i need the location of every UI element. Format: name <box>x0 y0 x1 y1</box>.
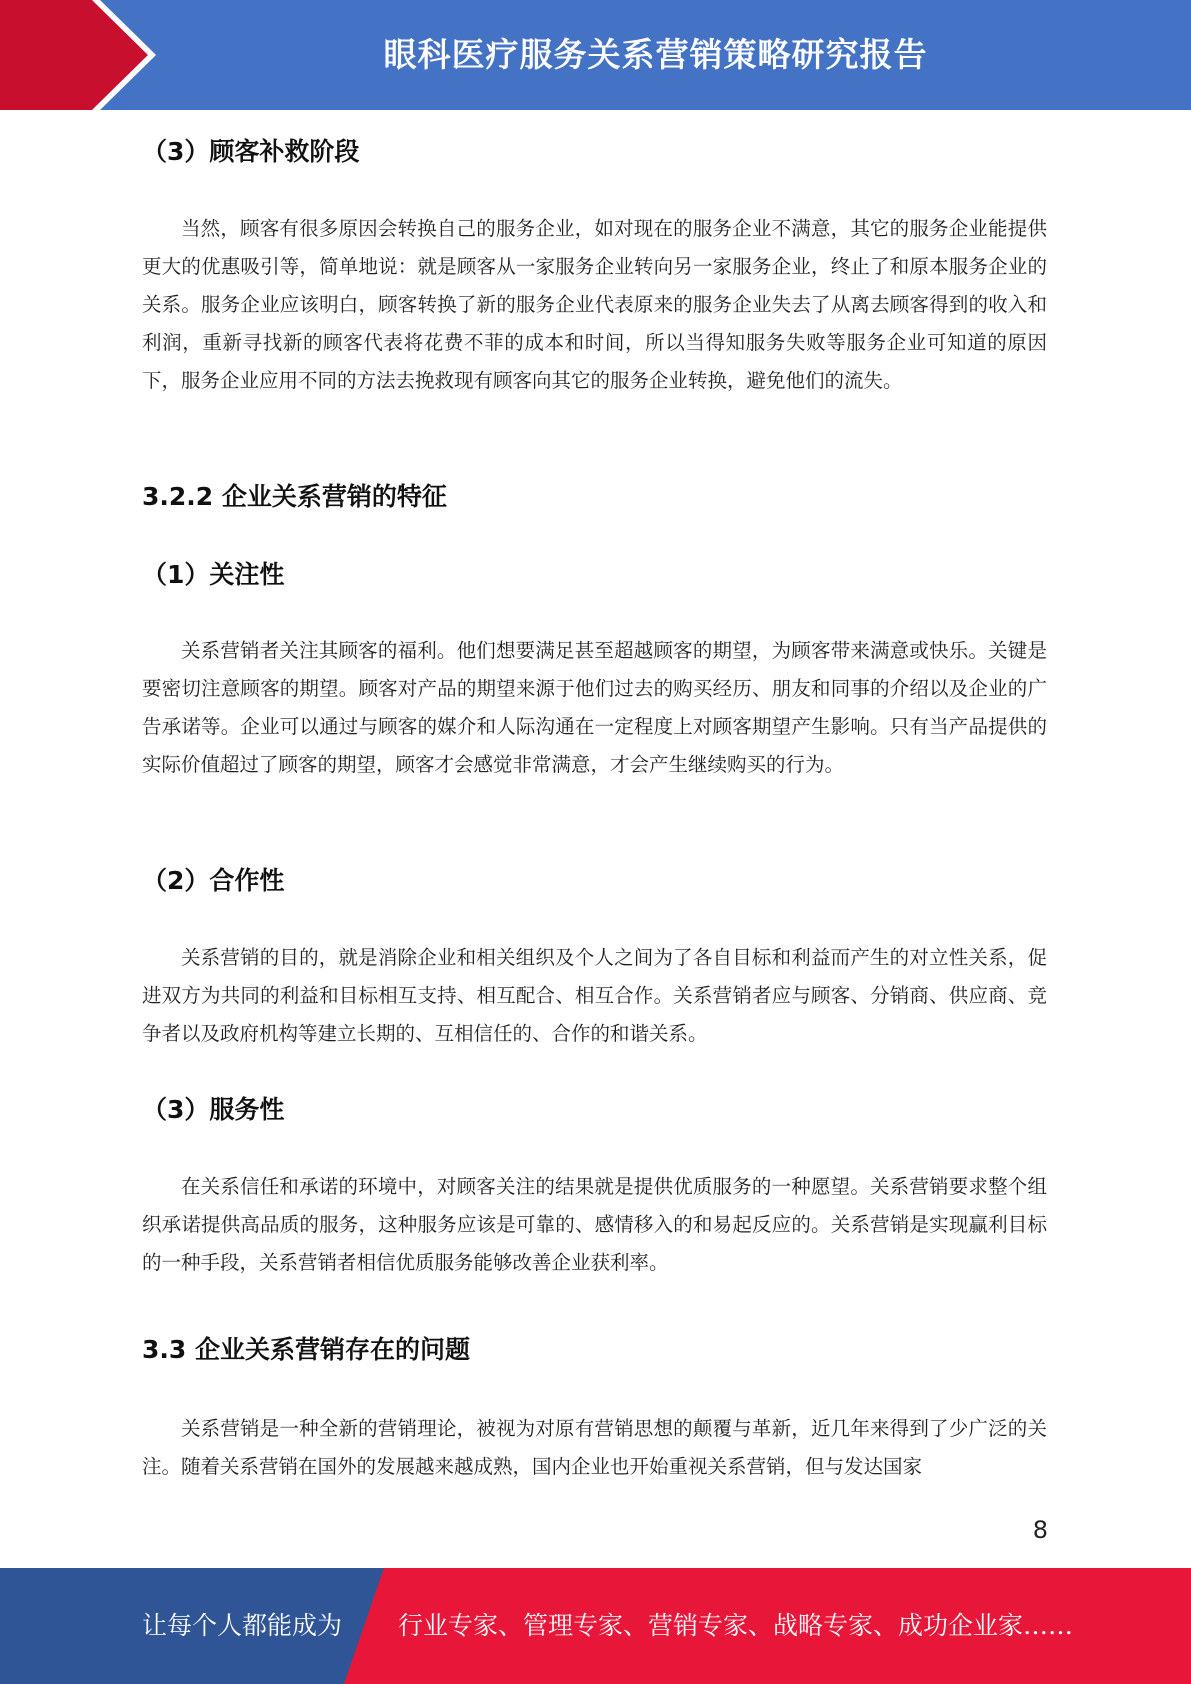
paragraph-customer-recovery: 当然，顾客有很多原因会转换自己的服务企业，如对现在的服务企业不满意，其它的服务企业能提供更大的优惠吸引等，简单地说：就是顾客从一家服务企业转向另一家服务企业，终止了和原本服务企业的关系。服务企业应该明白，顾客转换了新的服务企业代表原来的服务企业失去了从离去顾客得到的收入和利润，重新寻找新的顾客代表将花费不菲的成本和时间，所以当得知服务失败等服务企业可知道的原因下，服务企业应用不同的方法去挽救现有顾客向其它的服务企业转换，避免他们的流失。 <box>142 217 1047 392</box>
paragraph-service: 在关系信任和承诺的环境中，对顾客关注的结果就是提供优质服务的一种愿望。关系营销要求整个组织承诺提供高品质的服务，这种服务应该是可靠的、感情移入的和易起反应的。关系营销是实现赢利目标的一种手段，关系营销者相信优质服务能够改善企业获利率。 <box>142 1175 1047 1274</box>
section-heading-3-2-2: 3.2.2 企业关系营销的特征 <box>142 482 447 511</box>
sub-heading-attention: （1）关注性 <box>142 560 285 589</box>
paragraph-problems: 关系营销是一种全新的营销理论，被视为对原有营销思想的颠覆与革新，近几年来得到了少广泛的关注。随着关系营销在国外的发展越来越成熟，国内企业也开始重视关系营销，但与发达国家 <box>142 1417 1047 1478</box>
document-title: 眼科医疗服务关系营销策略研究报告 <box>383 35 928 74</box>
footer-slogan-right: 行业专家、管理专家、营销专家、战略专家、成功企业家…… <box>398 1611 1074 1640</box>
sub-heading-cooperation: （2）合作性 <box>142 866 285 895</box>
page-number: 8 <box>1032 1516 1048 1544</box>
red-chevron-decoration <box>0 0 160 110</box>
sub-heading-service: （3）服务性 <box>142 1095 285 1124</box>
section-heading-3-3: 3.3 企业关系营销存在的问题 <box>142 1335 470 1364</box>
page-header <box>0 0 1191 110</box>
paragraph-cooperation: 关系营销的目的，就是消除企业和相关组织及个人之间为了各自目标和利益而产生的对立性关系，促进双方为共同的利益和目标相互支持、相互配合、相互合作。关系营销者应与顾客、分销商、供应商、竞争者以及政府机构等建立长期的、互相信任的、合作的和谐关系。 <box>142 946 1047 1045</box>
page-footer <box>0 1568 1191 1684</box>
sub-heading-customer-recovery: （3）顾客补救阶段 <box>142 137 360 166</box>
footer-slogan-left: 让每个人都能成为 <box>142 1611 343 1640</box>
paragraph-attention: 关系营销者关注其顾客的福利。他们想要满足甚至超越顾客的期望，为顾客带来满意或快乐。关键是要密切注意顾客的期望。顾客对产品的期望来源于他们过去的购买经历、朋友和同事的介绍以及企业的广告承诺等。企业可以通过与顾客的媒介和人际沟通在一定程度上对顾客期望产生影响。只有当产品提供的实际价值超过了顾客的期望，顾客才会感觉非常满意，才会产生继续购买的行为。 <box>142 639 1047 776</box>
